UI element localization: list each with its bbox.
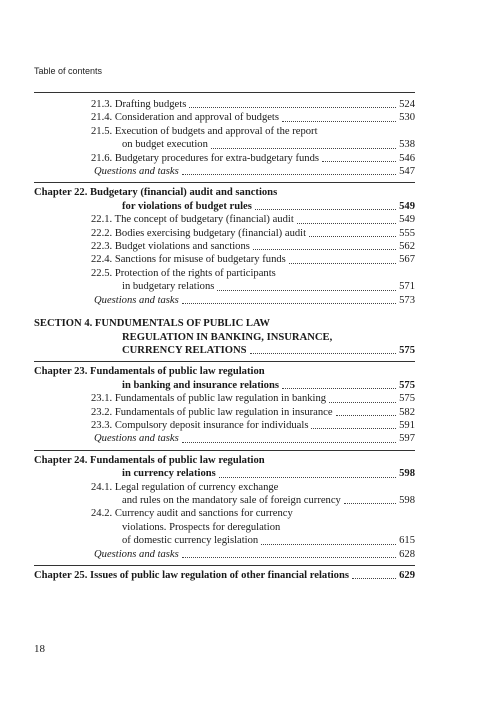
dot-leader [182, 442, 396, 443]
entry-title-cont: on budget execution [122, 139, 208, 151]
section-title-cont: REGULATION IN BANKING, INSURANCE, [122, 331, 333, 343]
header-rule [34, 92, 415, 93]
entry-title-cont: of domestic currency legislation [122, 535, 259, 547]
entry-title: 22.3. Budget violations and sanctions [91, 241, 250, 253]
dot-leader [255, 209, 396, 210]
dot-leader [282, 121, 396, 122]
dot-leader [282, 388, 396, 389]
entry-title: Questions and tasks [94, 294, 179, 306]
section-title-cont: CURRENCY RELATIONS [122, 344, 247, 356]
dot-leader [289, 263, 396, 264]
entry-page: 628 [399, 548, 415, 560]
dot-leader [344, 503, 396, 504]
entry-title: 22.5. Protection of the rights of participants [91, 267, 276, 279]
entry-title: 22.2. Bodies exercising budgetary (financial) audit [91, 227, 307, 239]
chapter-title-cont: for violations of budget rules [122, 200, 252, 212]
toc-entry[interactable] [34, 267, 415, 294]
dot-leader [253, 249, 396, 250]
toc-entry[interactable] [34, 432, 415, 445]
entry-page: 530 [399, 112, 415, 124]
entry-title: 21.4. Consideration and approval of budgets [91, 112, 280, 124]
dot-leader [182, 303, 396, 304]
entry-page: 549 [399, 200, 415, 212]
toc-entry[interactable] [34, 406, 415, 419]
dot-leader [250, 353, 397, 354]
toc-entry[interactable] [34, 240, 415, 253]
entry-title-cont: and rules on the mandatory sale of foreign currency [122, 494, 341, 506]
toc-entry[interactable] [34, 98, 415, 111]
entry-page: 615 [399, 535, 415, 547]
dot-leader [309, 236, 396, 237]
section-entry[interactable] [34, 317, 415, 357]
chapter-title: Chapter 22. Budgetary (financial) audit and sanctions [34, 187, 278, 199]
entry-page: 598 [399, 468, 415, 480]
entry-page: 598 [399, 494, 415, 506]
dot-leader [297, 223, 396, 224]
toc-entry[interactable] [34, 507, 415, 547]
toc-entry[interactable] [34, 481, 415, 508]
toc-entry[interactable] [34, 548, 415, 561]
entry-title: 22.1. The concept of budgetary (financial) audit [91, 214, 294, 226]
entry-page: 538 [399, 139, 415, 151]
entry-page: 573 [399, 294, 415, 306]
entry-page: 562 [399, 241, 415, 253]
chapter-entry[interactable] [34, 361, 415, 392]
chapter-title-cont: in banking and insurance relations [122, 379, 279, 391]
entry-title-cont: violations. Prospects for deregulation [122, 521, 281, 533]
toc-entry[interactable] [34, 392, 415, 405]
entry-page: 555 [399, 227, 415, 239]
chapter-title: Chapter 25. Issues of public law regulation of other financial relations [34, 570, 349, 581]
dot-leader [329, 402, 396, 403]
dot-leader [217, 290, 396, 291]
entry-page: 575 [399, 393, 415, 405]
dot-leader [182, 174, 396, 175]
dot-leader [352, 578, 396, 579]
entry-page: 547 [399, 166, 415, 178]
entry-page: 597 [399, 433, 415, 445]
toc-entry[interactable] [34, 111, 415, 124]
page-number: 18 [34, 643, 45, 655]
entry-page: 575 [399, 379, 415, 391]
dot-leader [261, 544, 396, 545]
entry-title: Questions and tasks [94, 433, 179, 445]
chapter-entry[interactable] [34, 450, 415, 481]
chapter-title: Chapter 23. Fundamentals of public law regulation [34, 366, 265, 378]
entry-page: 575 [399, 344, 415, 356]
toc-entry[interactable] [34, 419, 415, 432]
entry-title: 24.2. Currency audit and sanctions for currency [91, 508, 293, 520]
entry-title: 22.4. Sanctions for misuse of budgetary funds [91, 254, 286, 266]
entry-page: 567 [399, 254, 415, 266]
dot-leader [322, 161, 396, 162]
entry-title-cont: in budgetary relations [122, 281, 215, 293]
entry-title: 23.1. Fundamentals of public law regulation in banking [91, 393, 327, 405]
entry-title: 21.6. Budgetary procedures for extra-budgetary funds [91, 152, 319, 164]
chapter-entry[interactable] [34, 182, 415, 213]
dot-leader [336, 415, 397, 416]
entry-page: 571 [399, 281, 415, 293]
entry-title: Questions and tasks [94, 166, 179, 178]
chapter-entry[interactable] [34, 565, 415, 582]
dot-leader [189, 107, 396, 108]
toc-entry[interactable] [34, 294, 415, 307]
toc-entry[interactable] [34, 213, 415, 226]
toc-entry[interactable] [34, 125, 415, 152]
chapter-title: Chapter 24. Fundamentals of public law regulation [34, 454, 265, 466]
entry-page: 591 [399, 419, 415, 431]
entry-title: 21.3. Drafting budgets [91, 99, 187, 110]
entry-page: 549 [399, 214, 415, 226]
dot-leader [219, 477, 396, 478]
entry-title: 23.3. Compulsory deposit insurance for individuals [91, 419, 309, 431]
running-head: Table of contents [34, 66, 103, 76]
dot-leader [211, 148, 396, 149]
chapter-title-cont: in currency relations [122, 468, 216, 480]
entry-page: 582 [399, 406, 415, 418]
entry-page: 546 [399, 152, 415, 164]
entry-title: Questions and tasks [94, 548, 179, 560]
section-title: SECTION 4. FUNDUMENTALS OF PUBLIC LAW [34, 318, 271, 330]
entry-title: 23.2. Fundamentals of public law regulation in insurance [91, 406, 333, 418]
entry-page: 524 [399, 99, 415, 110]
dot-leader [311, 428, 396, 429]
entry-page: 629 [399, 570, 415, 581]
table-of-contents [34, 98, 415, 582]
toc-entry[interactable] [34, 227, 415, 240]
toc-entry[interactable] [34, 253, 415, 266]
entry-title: 21.5. Execution of budgets and approval of the report [91, 125, 318, 137]
toc-entry[interactable] [34, 165, 415, 178]
toc-entry[interactable] [34, 152, 415, 165]
entry-title: 24.1. Legal regulation of currency exchange [91, 481, 279, 493]
dot-leader [182, 557, 396, 558]
